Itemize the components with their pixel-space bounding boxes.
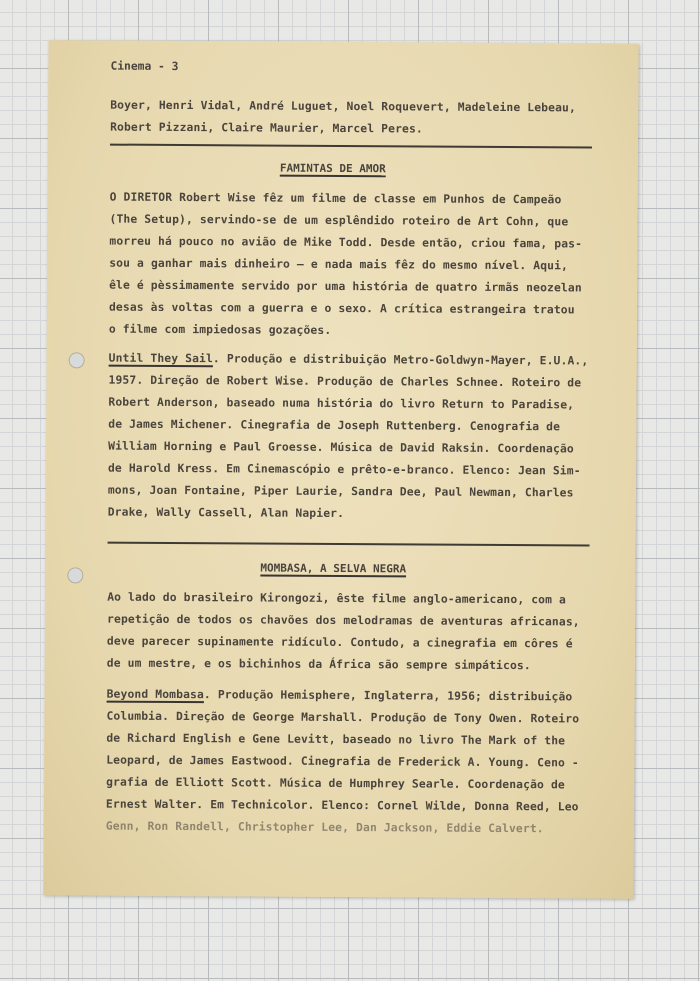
review1-film-title: Until They Sail: [108, 351, 213, 366]
review2-credits-line: Columbia. Direção de George Marshall. Produção de Tony Owen. Roteiro: [106, 709, 580, 726]
review1-credits-line: Robert Anderson, baseado numa história do livro Return to Paradise,: [108, 395, 575, 412]
review1-credits-line: mons, Joan Fontaine, Piper Laurie, Sandra Dee, Paul Newman, Charles: [107, 483, 574, 500]
review2-credits-line: . Produção Hemisphere, Inglaterra, 1956; distribuição: [203, 688, 573, 704]
review1-credits-line: 1957. Direção de Robert Wise. Produção de Charles Schnee. Roteiro de: [108, 373, 582, 390]
review2-title: MOMBASA, A SELVA NEGRA: [260, 561, 407, 576]
review2-body-line: de um mestre, e os bichinhos da África são sempre simpáticos.: [106, 656, 531, 673]
punch-hole-bottom: [67, 567, 83, 583]
review1-credits-first-line: [109, 352, 589, 368]
review2-credits-first-line: [107, 688, 573, 704]
divider-2: [108, 542, 590, 547]
review1-title: FAMINTAS DE AMOR: [279, 161, 386, 176]
review1-credits-line: de Harold Kress. Em Cinemascópio e prêto-e-branco. Elenco: Jean Sim-: [107, 461, 581, 478]
review1-body-line: êle é pèssimamente servido por uma história de quatro irmãs neozelan: [109, 278, 582, 295]
review1-body-line: (The Setup), servindo-se de um esplêndido roteiro de Art Cohn, que: [109, 212, 569, 229]
review2-body-line: deve parecer supinamente ridículo. Contudo, a cinegrafia em côres é: [106, 634, 573, 651]
divider-1: [110, 144, 592, 149]
typewritten-page: [43, 40, 638, 899]
review2-body-line: Ao lado do brasileiro Kirongozi, êste filme anglo-americano, com a: [107, 590, 567, 607]
review1-credits-line: . Produção e distribuição Metro-Goldwyn-Mayer, E.U.A.,: [212, 352, 589, 368]
punch-hole-top: [69, 352, 85, 368]
review1-body-line: o filme com impiedosas gozações.: [108, 322, 332, 337]
review1-body-line: O DIRETOR Robert Wise fêz um filme de classe em Punhos de Campeão: [109, 190, 562, 207]
page-header: Cinema - 3: [110, 59, 179, 73]
review2-film-title: Beyond Mombasa: [106, 687, 204, 702]
review1-body-line: desas às voltas com a guerra e o sexo. A crítica estrangeira tratou: [108, 300, 575, 317]
review2-credits-line: Leopard, de James Eastwood. Cinegrafia de Frederick A. Young. Ceno -: [106, 753, 579, 770]
review2-body-line: repetição de todos os chavões dos melodramas de aventuras africanas,: [107, 612, 580, 629]
review1-body-line: sou a ganhar mais dinheiro — e nada mais fêz do mesmo nível. Aqui,: [109, 256, 569, 273]
review2-credits-line: Genn, Ron Randell, Christopher Lee, Dan Jackson, Eddie Calvert.: [105, 819, 544, 836]
review1-credits-line: William Horning e Paul Groesse. Música de David Raksin. Coordenação: [108, 439, 574, 456]
cast-line-2: Robert Pizzani, Claire Maurier, Marcel Peres.: [110, 120, 423, 136]
review1-credits-line: de James Michener. Cinegrafia de Joseph Ruttenberg. Cenografia de: [108, 417, 561, 434]
review1-body-line: morreu há pouco no avião de Mike Todd. Desde então, criou fama, pas-: [109, 234, 583, 251]
review2-credits-line: de Richard English e Gene Levitt, baseado no livro The Mark of the: [106, 731, 566, 748]
review1-credits-line: Drake, Wally Cassell, Alan Napier.: [107, 505, 345, 521]
review2-credits-line: grafia de Elliott Scott. Música de Humphrey Searle. Coordenação de: [106, 775, 565, 792]
cast-line-1: Boyer, Henri Vidal, André Luguet, Noel Roquevert, Madeleine Lebeau,: [110, 98, 577, 115]
review2-credits-line: Ernest Walter. Em Technicolor. Elenco: Cornel Wilde, Donna Reed, Leo: [105, 797, 579, 814]
